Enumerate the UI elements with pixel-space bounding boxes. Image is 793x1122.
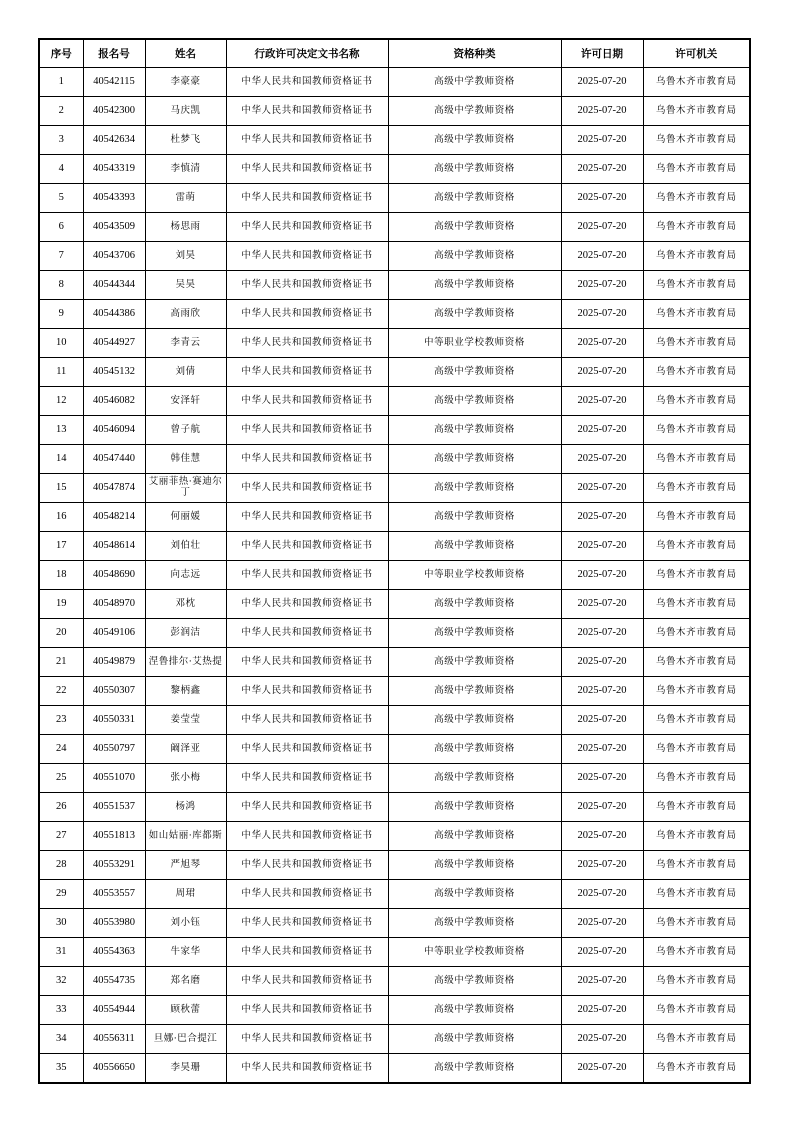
cell-index: 31 — [39, 938, 83, 967]
cell-license-date: 2025-07-20 — [561, 213, 643, 242]
cell-license-authority: 乌鲁木齐市教育局 — [643, 590, 750, 619]
cell-license-authority: 乌鲁木齐市教育局 — [643, 126, 750, 155]
cell-document-name: 中华人民共和国教师资格证书 — [226, 909, 388, 938]
cell-name: 周珺 — [145, 880, 226, 909]
table-row — [39, 561, 750, 590]
cell-document-name: 中华人民共和国教师资格证书 — [226, 677, 388, 706]
cell-license-date: 2025-07-20 — [561, 735, 643, 764]
cell-name: 阚泽亚 — [145, 735, 226, 764]
cell-license-date: 2025-07-20 — [561, 155, 643, 184]
cell-registration-number: 40553557 — [83, 880, 145, 909]
cell-name: 雷萌 — [145, 184, 226, 213]
cell-registration-number: 40544927 — [83, 329, 145, 358]
cell-license-authority: 乌鲁木齐市教育局 — [643, 213, 750, 242]
cell-document-name: 中华人民共和国教师资格证书 — [226, 242, 388, 271]
cell-license-authority: 乌鲁木齐市教育局 — [643, 242, 750, 271]
cell-registration-number: 40553291 — [83, 851, 145, 880]
cell-qualification-type: 高级中学教师资格 — [388, 532, 561, 561]
cell-registration-number: 40542634 — [83, 126, 145, 155]
cell-name: 严旭琴 — [145, 851, 226, 880]
cell-index: 5 — [39, 184, 83, 213]
table-row — [39, 677, 750, 706]
cell-name: 刘倩 — [145, 358, 226, 387]
cell-index: 35 — [39, 1054, 83, 1084]
cell-registration-number: 40546082 — [83, 387, 145, 416]
cell-license-authority: 乌鲁木齐市教育局 — [643, 677, 750, 706]
table-row — [39, 416, 750, 445]
cell-name: 旦娜·巴合提江 — [145, 1025, 226, 1054]
cell-name: 涅鲁排尔·艾热提 — [145, 648, 226, 677]
cell-document-name: 中华人民共和国教师资格证书 — [226, 996, 388, 1025]
cell-license-date: 2025-07-20 — [561, 474, 643, 503]
cell-document-name: 中华人民共和国教师资格证书 — [226, 648, 388, 677]
cell-license-authority: 乌鲁木齐市教育局 — [643, 474, 750, 503]
cell-license-authority: 乌鲁木齐市教育局 — [643, 909, 750, 938]
cell-index: 24 — [39, 735, 83, 764]
cell-license-authority: 乌鲁木齐市教育局 — [643, 1025, 750, 1054]
cell-registration-number: 40549879 — [83, 648, 145, 677]
cell-license-date: 2025-07-20 — [561, 822, 643, 851]
table-row — [39, 967, 750, 996]
table-row — [39, 358, 750, 387]
cell-index: 20 — [39, 619, 83, 648]
cell-index: 9 — [39, 300, 83, 329]
cell-index: 32 — [39, 967, 83, 996]
header-license-date: 许可日期 — [561, 39, 643, 68]
cell-registration-number: 40547440 — [83, 445, 145, 474]
cell-license-date: 2025-07-20 — [561, 68, 643, 97]
cell-name: 彭润洁 — [145, 619, 226, 648]
table-row — [39, 648, 750, 677]
cell-qualification-type: 中等职业学校教师资格 — [388, 561, 561, 590]
table-row — [39, 474, 750, 503]
table-row — [39, 938, 750, 967]
cell-name: 李青云 — [145, 329, 226, 358]
header-name: 姓名 — [145, 39, 226, 68]
cell-name: 刘伯壮 — [145, 532, 226, 561]
cell-qualification-type: 高级中学教师资格 — [388, 1025, 561, 1054]
cell-license-authority: 乌鲁木齐市教育局 — [643, 445, 750, 474]
cell-license-date: 2025-07-20 — [561, 300, 643, 329]
cell-document-name: 中华人民共和国教师资格证书 — [226, 300, 388, 329]
cell-name: 何丽媛 — [145, 503, 226, 532]
cell-license-authority: 乌鲁木齐市教育局 — [643, 97, 750, 126]
cell-license-date: 2025-07-20 — [561, 97, 643, 126]
cell-document-name: 中华人民共和国教师资格证书 — [226, 445, 388, 474]
table-row — [39, 880, 750, 909]
cell-document-name: 中华人民共和国教师资格证书 — [226, 619, 388, 648]
cell-document-name: 中华人民共和国教师资格证书 — [226, 880, 388, 909]
cell-document-name: 中华人民共和国教师资格证书 — [226, 155, 388, 184]
cell-name: 曾子航 — [145, 416, 226, 445]
table-row — [39, 1025, 750, 1054]
table-row — [39, 445, 750, 474]
cell-registration-number: 40545132 — [83, 358, 145, 387]
cell-license-date: 2025-07-20 — [561, 1025, 643, 1054]
cell-license-authority: 乌鲁木齐市教育局 — [643, 1054, 750, 1084]
table-row — [39, 822, 750, 851]
cell-license-date: 2025-07-20 — [561, 648, 643, 677]
cell-name: 李昊珊 — [145, 1054, 226, 1084]
cell-index: 34 — [39, 1025, 83, 1054]
cell-qualification-type: 高级中学教师资格 — [388, 706, 561, 735]
cell-license-authority: 乌鲁木齐市教育局 — [643, 880, 750, 909]
cell-license-date: 2025-07-20 — [561, 1054, 643, 1084]
cell-registration-number: 40547874 — [83, 474, 145, 503]
cell-registration-number: 40548970 — [83, 590, 145, 619]
cell-name: 吴昊 — [145, 271, 226, 300]
cell-license-date: 2025-07-20 — [561, 126, 643, 155]
header-qualification-type: 资格种类 — [388, 39, 561, 68]
cell-index: 6 — [39, 213, 83, 242]
cell-qualification-type: 高级中学教师资格 — [388, 416, 561, 445]
cell-license-authority: 乌鲁木齐市教育局 — [643, 967, 750, 996]
cell-license-date: 2025-07-20 — [561, 242, 643, 271]
cell-license-authority: 乌鲁木齐市教育局 — [643, 68, 750, 97]
cell-document-name: 中华人民共和国教师资格证书 — [226, 503, 388, 532]
cell-name: 高雨欣 — [145, 300, 226, 329]
cell-qualification-type: 高级中学教师资格 — [388, 242, 561, 271]
cell-registration-number: 40549106 — [83, 619, 145, 648]
cell-document-name: 中华人民共和国教师资格证书 — [226, 416, 388, 445]
cell-registration-number: 40543319 — [83, 155, 145, 184]
cell-name: 韩佳慧 — [145, 445, 226, 474]
cell-name: 刘昊 — [145, 242, 226, 271]
cell-document-name: 中华人民共和国教师资格证书 — [226, 271, 388, 300]
cell-document-name: 中华人民共和国教师资格证书 — [226, 938, 388, 967]
cell-license-date: 2025-07-20 — [561, 706, 643, 735]
cell-license-date: 2025-07-20 — [561, 619, 643, 648]
table-row — [39, 909, 750, 938]
cell-index: 13 — [39, 416, 83, 445]
cell-license-authority: 乌鲁木齐市教育局 — [643, 300, 750, 329]
cell-qualification-type: 高级中学教师资格 — [388, 358, 561, 387]
cell-registration-number: 40551537 — [83, 793, 145, 822]
cell-index: 26 — [39, 793, 83, 822]
cell-name: 刘小钰 — [145, 909, 226, 938]
cell-license-date: 2025-07-20 — [561, 590, 643, 619]
cell-license-date: 2025-07-20 — [561, 938, 643, 967]
cell-registration-number: 40551813 — [83, 822, 145, 851]
table-row — [39, 68, 750, 97]
cell-license-date: 2025-07-20 — [561, 677, 643, 706]
cell-qualification-type: 高级中学教师资格 — [388, 793, 561, 822]
cell-qualification-type: 高级中学教师资格 — [388, 880, 561, 909]
cell-registration-number: 40544386 — [83, 300, 145, 329]
table-row — [39, 126, 750, 155]
cell-registration-number: 40554735 — [83, 967, 145, 996]
cell-qualification-type: 高级中学教师资格 — [388, 1054, 561, 1084]
cell-qualification-type: 高级中学教师资格 — [388, 155, 561, 184]
cell-qualification-type: 高级中学教师资格 — [388, 474, 561, 503]
cell-index: 2 — [39, 97, 83, 126]
cell-document-name: 中华人民共和国教师资格证书 — [226, 764, 388, 793]
cell-name: 李慎清 — [145, 155, 226, 184]
cell-qualification-type: 高级中学教师资格 — [388, 619, 561, 648]
cell-registration-number: 40556650 — [83, 1054, 145, 1084]
cell-index: 21 — [39, 648, 83, 677]
cell-license-authority: 乌鲁木齐市教育局 — [643, 184, 750, 213]
cell-qualification-type: 高级中学教师资格 — [388, 97, 561, 126]
cell-license-authority: 乌鲁木齐市教育局 — [643, 503, 750, 532]
cell-registration-number: 40543706 — [83, 242, 145, 271]
cell-name: 郑名磨 — [145, 967, 226, 996]
cell-license-authority: 乌鲁木齐市教育局 — [643, 155, 750, 184]
table-row — [39, 764, 750, 793]
cell-document-name: 中华人民共和国教师资格证书 — [226, 822, 388, 851]
cell-registration-number: 40548690 — [83, 561, 145, 590]
cell-document-name: 中华人民共和国教师资格证书 — [226, 358, 388, 387]
header-license-authority: 许可机关 — [643, 39, 750, 68]
cell-license-date: 2025-07-20 — [561, 358, 643, 387]
cell-qualification-type: 高级中学教师资格 — [388, 503, 561, 532]
cell-document-name: 中华人民共和国教师资格证书 — [226, 706, 388, 735]
table-row — [39, 851, 750, 880]
table-row — [39, 793, 750, 822]
cell-registration-number: 40543393 — [83, 184, 145, 213]
cell-name: 顾秋蕾 — [145, 996, 226, 1025]
cell-name: 艾丽菲热·赛迪尔丁 — [145, 474, 226, 503]
cell-license-authority: 乌鲁木齐市教育局 — [643, 329, 750, 358]
cell-qualification-type: 高级中学教师资格 — [388, 445, 561, 474]
header-document-name: 行政许可决定文书名称 — [226, 39, 388, 68]
cell-registration-number: 40550331 — [83, 706, 145, 735]
cell-registration-number: 40542300 — [83, 97, 145, 126]
cell-index: 30 — [39, 909, 83, 938]
cell-license-authority: 乌鲁木齐市教育局 — [643, 706, 750, 735]
cell-qualification-type: 高级中学教师资格 — [388, 300, 561, 329]
document-page — [38, 38, 749, 1084]
cell-document-name: 中华人民共和国教师资格证书 — [226, 387, 388, 416]
cell-registration-number: 40546094 — [83, 416, 145, 445]
cell-license-authority: 乌鲁木齐市教育局 — [643, 851, 750, 880]
table-body — [39, 68, 750, 1084]
cell-qualification-type: 高级中学教师资格 — [388, 68, 561, 97]
cell-license-date: 2025-07-20 — [561, 416, 643, 445]
cell-license-date: 2025-07-20 — [561, 851, 643, 880]
cell-index: 12 — [39, 387, 83, 416]
cell-license-date: 2025-07-20 — [561, 271, 643, 300]
cell-qualification-type: 高级中学教师资格 — [388, 213, 561, 242]
cell-index: 19 — [39, 590, 83, 619]
table-row — [39, 184, 750, 213]
header-row — [39, 39, 750, 68]
table-row — [39, 97, 750, 126]
cell-registration-number: 40551070 — [83, 764, 145, 793]
cell-index: 7 — [39, 242, 83, 271]
cell-index: 4 — [39, 155, 83, 184]
cell-license-authority: 乌鲁木齐市教育局 — [643, 764, 750, 793]
cell-qualification-type: 高级中学教师资格 — [388, 996, 561, 1025]
table-row — [39, 155, 750, 184]
cell-document-name: 中华人民共和国教师资格证书 — [226, 97, 388, 126]
cell-index: 22 — [39, 677, 83, 706]
cell-license-date: 2025-07-20 — [561, 909, 643, 938]
table-row — [39, 619, 750, 648]
cell-registration-number: 40550797 — [83, 735, 145, 764]
cell-license-date: 2025-07-20 — [561, 387, 643, 416]
table-row — [39, 706, 750, 735]
table-row — [39, 242, 750, 271]
table-row — [39, 532, 750, 561]
cell-index: 15 — [39, 474, 83, 503]
cell-license-authority: 乌鲁木齐市教育局 — [643, 532, 750, 561]
cell-name: 马庆凯 — [145, 97, 226, 126]
cell-name: 张小梅 — [145, 764, 226, 793]
cell-qualification-type: 高级中学教师资格 — [388, 909, 561, 938]
cell-index: 29 — [39, 880, 83, 909]
cell-index: 10 — [39, 329, 83, 358]
cell-license-date: 2025-07-20 — [561, 880, 643, 909]
cell-index: 14 — [39, 445, 83, 474]
table-row — [39, 271, 750, 300]
cell-document-name: 中华人民共和国教师资格证书 — [226, 68, 388, 97]
cell-document-name: 中华人民共和国教师资格证书 — [226, 793, 388, 822]
cell-license-authority: 乌鲁木齐市教育局 — [643, 793, 750, 822]
table-row — [39, 1054, 750, 1084]
cell-license-authority: 乌鲁木齐市教育局 — [643, 387, 750, 416]
cell-document-name: 中华人民共和国教师资格证书 — [226, 126, 388, 155]
cell-index: 18 — [39, 561, 83, 590]
cell-license-authority: 乌鲁木齐市教育局 — [643, 822, 750, 851]
cell-qualification-type: 高级中学教师资格 — [388, 387, 561, 416]
cell-index: 1 — [39, 68, 83, 97]
cell-qualification-type: 高级中学教师资格 — [388, 271, 561, 300]
cell-license-date: 2025-07-20 — [561, 184, 643, 213]
cell-registration-number: 40550307 — [83, 677, 145, 706]
cell-registration-number: 40548614 — [83, 532, 145, 561]
cell-document-name: 中华人民共和国教师资格证书 — [226, 213, 388, 242]
cell-registration-number: 40543509 — [83, 213, 145, 242]
cell-name: 安泽轩 — [145, 387, 226, 416]
cell-registration-number: 40553980 — [83, 909, 145, 938]
cell-qualification-type: 高级中学教师资格 — [388, 648, 561, 677]
cell-registration-number: 40542115 — [83, 68, 145, 97]
table-row — [39, 329, 750, 358]
cell-index: 27 — [39, 822, 83, 851]
header-index: 序号 — [39, 39, 83, 68]
cell-qualification-type: 高级中学教师资格 — [388, 764, 561, 793]
cell-index: 28 — [39, 851, 83, 880]
cell-license-date: 2025-07-20 — [561, 793, 643, 822]
cell-qualification-type: 高级中学教师资格 — [388, 851, 561, 880]
cell-registration-number: 40554944 — [83, 996, 145, 1025]
cell-index: 11 — [39, 358, 83, 387]
license-table — [38, 38, 751, 1084]
cell-document-name: 中华人民共和国教师资格证书 — [226, 735, 388, 764]
cell-name: 黎柄鑫 — [145, 677, 226, 706]
cell-index: 3 — [39, 126, 83, 155]
table-row — [39, 213, 750, 242]
cell-qualification-type: 高级中学教师资格 — [388, 967, 561, 996]
cell-document-name: 中华人民共和国教师资格证书 — [226, 851, 388, 880]
cell-registration-number: 40544344 — [83, 271, 145, 300]
cell-license-authority: 乌鲁木齐市教育局 — [643, 996, 750, 1025]
cell-index: 8 — [39, 271, 83, 300]
cell-name: 如山姑丽·库都斯 — [145, 822, 226, 851]
cell-index: 33 — [39, 996, 83, 1025]
cell-license-date: 2025-07-20 — [561, 503, 643, 532]
cell-document-name: 中华人民共和国教师资格证书 — [226, 561, 388, 590]
cell-index: 16 — [39, 503, 83, 532]
table-row — [39, 735, 750, 764]
cell-name: 牛家华 — [145, 938, 226, 967]
cell-qualification-type: 中等职业学校教师资格 — [388, 329, 561, 358]
cell-license-date: 2025-07-20 — [561, 764, 643, 793]
cell-license-authority: 乌鲁木齐市教育局 — [643, 358, 750, 387]
cell-index: 23 — [39, 706, 83, 735]
cell-qualification-type: 高级中学教师资格 — [388, 184, 561, 213]
cell-license-date: 2025-07-20 — [561, 532, 643, 561]
cell-index: 25 — [39, 764, 83, 793]
cell-document-name: 中华人民共和国教师资格证书 — [226, 1054, 388, 1084]
cell-name: 杨思雨 — [145, 213, 226, 242]
cell-document-name: 中华人民共和国教师资格证书 — [226, 1025, 388, 1054]
cell-document-name: 中华人民共和国教师资格证书 — [226, 184, 388, 213]
cell-qualification-type: 高级中学教师资格 — [388, 735, 561, 764]
cell-registration-number: 40554363 — [83, 938, 145, 967]
cell-license-authority: 乌鲁木齐市教育局 — [643, 271, 750, 300]
cell-registration-number: 40556311 — [83, 1025, 145, 1054]
table-row — [39, 590, 750, 619]
cell-document-name: 中华人民共和国教师资格证书 — [226, 532, 388, 561]
cell-license-date: 2025-07-20 — [561, 967, 643, 996]
cell-qualification-type: 高级中学教师资格 — [388, 822, 561, 851]
cell-license-date: 2025-07-20 — [561, 329, 643, 358]
table-row — [39, 300, 750, 329]
cell-name: 邓枕 — [145, 590, 226, 619]
cell-license-date: 2025-07-20 — [561, 561, 643, 590]
cell-qualification-type: 高级中学教师资格 — [388, 677, 561, 706]
cell-document-name: 中华人民共和国教师资格证书 — [226, 474, 388, 503]
cell-qualification-type: 中等职业学校教师资格 — [388, 938, 561, 967]
cell-license-authority: 乌鲁木齐市教育局 — [643, 561, 750, 590]
cell-name: 向志远 — [145, 561, 226, 590]
header-registration-number: 报名号 — [83, 39, 145, 68]
cell-license-date: 2025-07-20 — [561, 445, 643, 474]
cell-document-name: 中华人民共和国教师资格证书 — [226, 329, 388, 358]
cell-license-authority: 乌鲁木齐市教育局 — [643, 938, 750, 967]
cell-license-authority: 乌鲁木齐市教育局 — [643, 416, 750, 445]
cell-qualification-type: 高级中学教师资格 — [388, 590, 561, 619]
cell-license-authority: 乌鲁木齐市教育局 — [643, 735, 750, 764]
table-row — [39, 996, 750, 1025]
table-row — [39, 503, 750, 532]
cell-registration-number: 40548214 — [83, 503, 145, 532]
cell-document-name: 中华人民共和国教师资格证书 — [226, 590, 388, 619]
cell-document-name: 中华人民共和国教师资格证书 — [226, 967, 388, 996]
table-row — [39, 387, 750, 416]
cell-qualification-type: 高级中学教师资格 — [388, 126, 561, 155]
cell-name: 杨鸿 — [145, 793, 226, 822]
cell-name: 杜梦飞 — [145, 126, 226, 155]
cell-name: 姜莹莹 — [145, 706, 226, 735]
cell-name: 李豪豪 — [145, 68, 226, 97]
cell-license-date: 2025-07-20 — [561, 996, 643, 1025]
cell-license-authority: 乌鲁木齐市教育局 — [643, 648, 750, 677]
cell-index: 17 — [39, 532, 83, 561]
cell-license-authority: 乌鲁木齐市教育局 — [643, 619, 750, 648]
